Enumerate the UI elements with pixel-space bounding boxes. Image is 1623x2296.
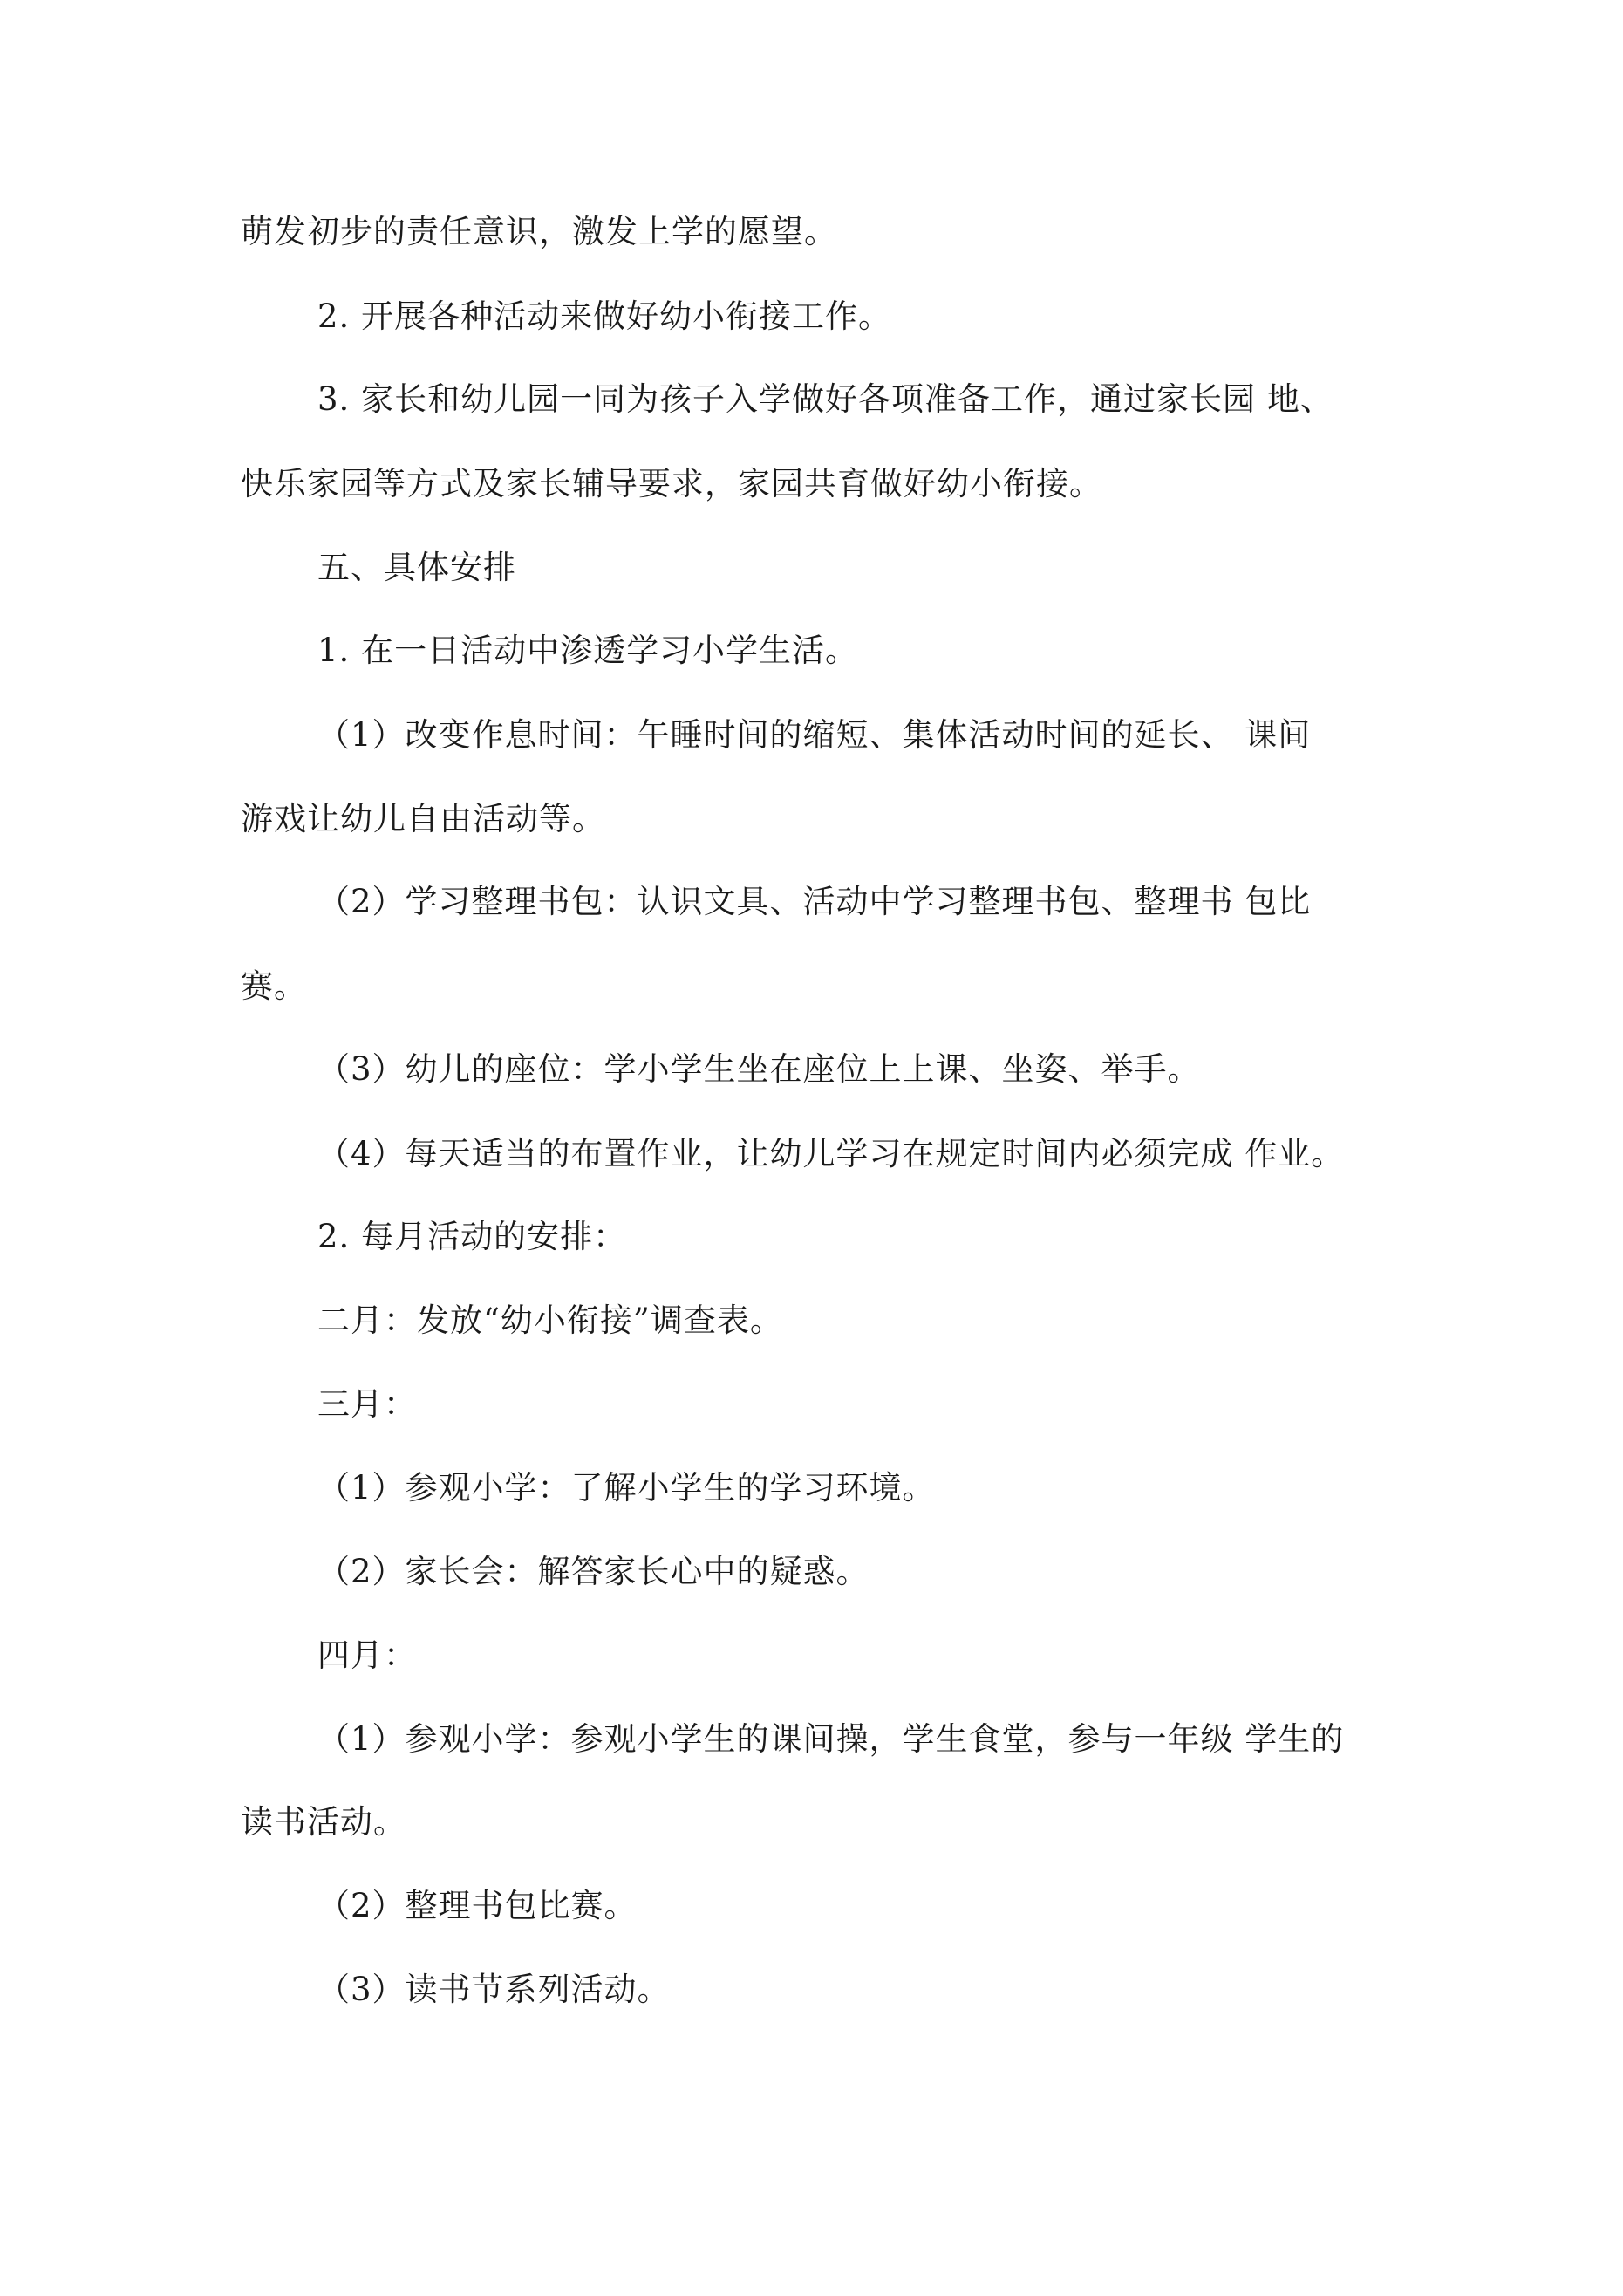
paragraph-line: （3）幼儿的座位：学小学生坐在座位上上课、坐姿、举手。 (317, 1050, 1201, 1088)
paragraph-line: 萌发初步的责任意识，激发上学的愿望。 (241, 213, 837, 250)
paragraph-line: （4）每天适当的布置作业，让幼儿学习在规定时间内必须完成 作业。 (317, 1135, 1345, 1172)
paragraph-line: 二月：发放“幼小衔接”调查表。 (317, 1302, 783, 1339)
paragraph-line: 1. 在一日活动中渗透学习小学生活。 (317, 632, 859, 669)
paragraph-line: （1）参观小学：了解小学生的学习环境。 (317, 1469, 936, 1507)
paragraph-line: 赛。 (241, 967, 307, 1005)
paragraph-line: 四月： (317, 1637, 417, 1674)
paragraph-line: （1）改变作息时间：午睡时间的缩短、集体活动时间的延长、 课间 (317, 716, 1312, 754)
paragraph-line: 三月： (317, 1385, 417, 1423)
paragraph-line: 2. 每月活动的安排： (317, 1218, 627, 1255)
paragraph-line: 2. 开展各种活动来做好幼小衔接工作。 (317, 297, 892, 335)
paragraph-line: 读书活动。 (241, 1803, 406, 1841)
section-heading: 五、具体安排 (317, 549, 516, 586)
paragraph-line: （2）整理书包比赛。 (317, 1887, 638, 1924)
paragraph-line: （1）参观小学：参观小学生的课间操，学生食堂，参与一年级 学生的 (317, 1720, 1345, 1758)
paragraph-line: （3）读书节系列活动。 (317, 1971, 671, 2008)
paragraph-line: （2）家长会：解答家长心中的疑惑。 (317, 1553, 869, 1590)
paragraph-line: 游戏让幼儿自由活动等。 (241, 800, 605, 837)
paragraph-line: 3. 家长和幼儿园一同为孩子入学做好各项准备工作，通过家长园 地、 (317, 380, 1333, 418)
paragraph-line: 快乐家园等方式及家长辅导要求，家园共育做好幼小衔接。 (241, 465, 1102, 502)
paragraph-line: （2）学习整理书包：认识文具、活动中学习整理书包、整理书 包比 (317, 883, 1312, 920)
